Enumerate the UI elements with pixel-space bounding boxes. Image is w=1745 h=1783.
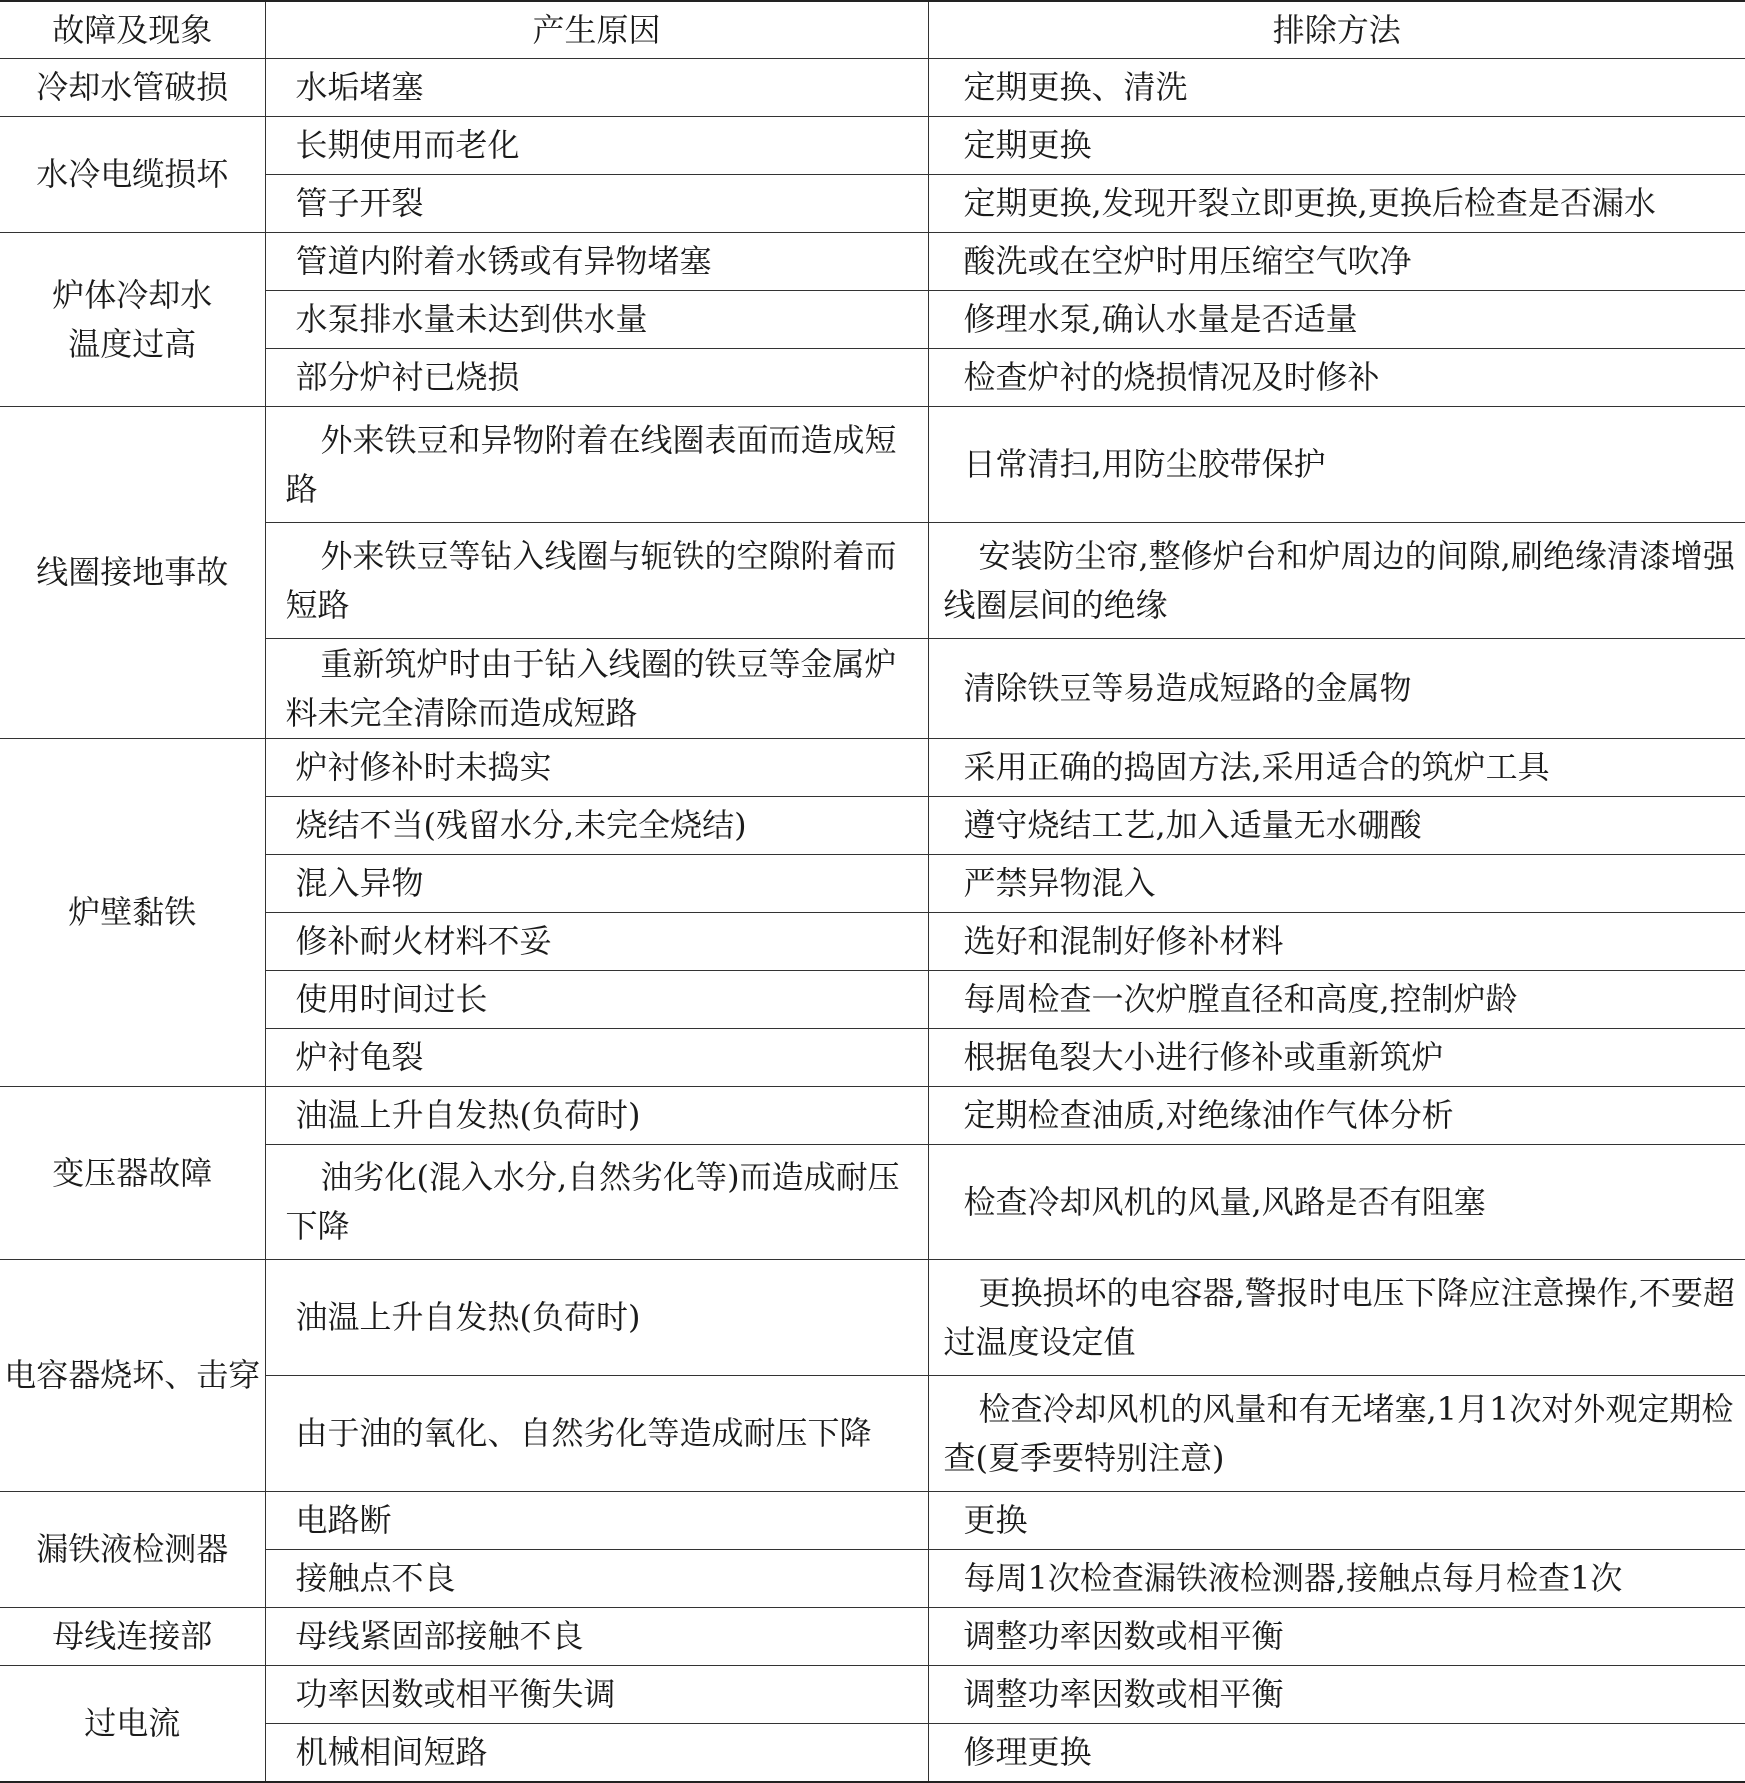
solution-cell: 安装防尘帘,整修炉台和炉周边的间隙,刷绝缘清漆增强线圈层间的绝缘 bbox=[928, 523, 1745, 639]
solution-cell: 每周检查一次炉膛直径和高度,控制炉龄 bbox=[928, 971, 1745, 1029]
table-row bbox=[0, 407, 1745, 523]
solution-cell: 遵守烧结工艺,加入适量无水硼酸 bbox=[928, 797, 1745, 855]
cause-cell: 电路断 bbox=[265, 1492, 928, 1550]
cause-cell: 管道内附着水锈或有异物堵塞 bbox=[265, 233, 928, 291]
solution-cell: 调整功率因数或相平衡 bbox=[928, 1666, 1745, 1724]
solution-cell: 检查冷却风机的风量,风路是否有阻塞 bbox=[928, 1145, 1745, 1260]
cause-cell: 油劣化(混入水分,自然劣化等)而造成耐压下降 bbox=[265, 1145, 928, 1260]
table-row bbox=[0, 1260, 1745, 1376]
solution-cell: 检查冷却风机的风量和有无堵塞,1月1次对外观定期检查(夏季要特别注意) bbox=[928, 1376, 1745, 1492]
phenomenon-cell: 炉体冷却水温度过高 bbox=[0, 233, 265, 407]
table-row bbox=[0, 59, 1745, 117]
cause-cell: 混入异物 bbox=[265, 855, 928, 913]
cause-cell: 油温上升自发热(负荷时) bbox=[265, 1087, 928, 1145]
cause-cell: 修补耐火材料不妥 bbox=[265, 913, 928, 971]
header-row bbox=[0, 1, 1745, 59]
cause-cell: 水泵排水量未达到供水量 bbox=[265, 291, 928, 349]
cause-cell: 部分炉衬已烧损 bbox=[265, 349, 928, 407]
solution-cell: 每周1次检查漏铁液检测器,接触点每月检查1次 bbox=[928, 1550, 1745, 1608]
solution-cell: 酸洗或在空炉时用压缩空气吹净 bbox=[928, 233, 1745, 291]
solution-cell: 根据龟裂大小进行修补或重新筑炉 bbox=[928, 1029, 1745, 1087]
solution-cell: 清除铁豆等易造成短路的金属物 bbox=[928, 639, 1745, 739]
solution-cell: 采用正确的捣固方法,采用适合的筑炉工具 bbox=[928, 739, 1745, 797]
cause-cell: 重新筑炉时由于钻入线圈的铁豆等金属炉料未完全清除而造成短路 bbox=[265, 639, 928, 739]
solution-cell: 修理水泵,确认水量是否适量 bbox=[928, 291, 1745, 349]
solution-cell: 定期更换 bbox=[928, 117, 1745, 175]
phenomenon-cell: 炉壁黏铁 bbox=[0, 739, 265, 1087]
phenomenon-cell: 水冷电缆损坏 bbox=[0, 117, 265, 233]
solution-cell: 更换 bbox=[928, 1492, 1745, 1550]
header-solution: 排除方法 bbox=[928, 1, 1745, 59]
phenomenon-cell: 变压器故障 bbox=[0, 1087, 265, 1260]
solution-cell: 日常清扫,用防尘胶带保护 bbox=[928, 407, 1745, 523]
cause-cell: 外来铁豆等钻入线圈与轭铁的空隙附着而短路 bbox=[265, 523, 928, 639]
solution-cell: 选好和混制好修补材料 bbox=[928, 913, 1745, 971]
solution-cell: 更换损坏的电容器,警报时电压下降应注意操作,不要超过温度设定值 bbox=[928, 1260, 1745, 1376]
solution-cell: 调整功率因数或相平衡 bbox=[928, 1608, 1745, 1666]
solution-cell: 修理更换 bbox=[928, 1724, 1745, 1782]
cause-cell: 机械相间短路 bbox=[265, 1724, 928, 1782]
cause-cell: 功率因数或相平衡失调 bbox=[265, 1666, 928, 1724]
cause-cell: 炉衬龟裂 bbox=[265, 1029, 928, 1087]
solution-cell: 定期更换、清洗 bbox=[928, 59, 1745, 117]
solution-cell: 定期检查油质,对绝缘油作气体分析 bbox=[928, 1087, 1745, 1145]
cause-cell: 油温上升自发热(负荷时) bbox=[265, 1260, 928, 1376]
phenomenon-cell: 电容器烧坏、击穿 bbox=[0, 1260, 265, 1492]
table-row bbox=[0, 117, 1745, 175]
cause-cell: 接触点不良 bbox=[265, 1550, 928, 1608]
solution-cell: 定期更换,发现开裂立即更换,更换后检查是否漏水 bbox=[928, 175, 1745, 233]
cause-cell: 长期使用而老化 bbox=[265, 117, 928, 175]
phenomenon-cell: 线圈接地事故 bbox=[0, 407, 265, 739]
cause-cell: 烧结不当(残留水分,未完全烧结) bbox=[265, 797, 928, 855]
header-phenomenon: 故障及现象 bbox=[0, 1, 265, 59]
table-row bbox=[0, 1608, 1745, 1666]
phenomenon-cell: 母线连接部 bbox=[0, 1608, 265, 1666]
phenomenon-cell: 冷却水管破损 bbox=[0, 59, 265, 117]
cause-cell: 管子开裂 bbox=[265, 175, 928, 233]
table-row bbox=[0, 1666, 1745, 1724]
cause-cell: 使用时间过长 bbox=[265, 971, 928, 1029]
cause-cell: 炉衬修补时未捣实 bbox=[265, 739, 928, 797]
cause-cell: 由于油的氧化、自然劣化等造成耐压下降 bbox=[265, 1376, 928, 1492]
table-row bbox=[0, 1492, 1745, 1550]
cause-cell: 水垢堵塞 bbox=[265, 59, 928, 117]
cause-cell: 母线紧固部接触不良 bbox=[265, 1608, 928, 1666]
table-row bbox=[0, 739, 1745, 797]
table-row bbox=[0, 233, 1745, 291]
phenomenon-cell: 漏铁液检测器 bbox=[0, 1492, 265, 1608]
phenomenon-cell: 过电流 bbox=[0, 1666, 265, 1782]
solution-cell: 严禁异物混入 bbox=[928, 855, 1745, 913]
cause-cell: 外来铁豆和异物附着在线圈表面而造成短路 bbox=[265, 407, 928, 523]
header-cause: 产生原因 bbox=[265, 1, 928, 59]
solution-cell: 检查炉衬的烧损情况及时修补 bbox=[928, 349, 1745, 407]
table-row bbox=[0, 1087, 1745, 1145]
